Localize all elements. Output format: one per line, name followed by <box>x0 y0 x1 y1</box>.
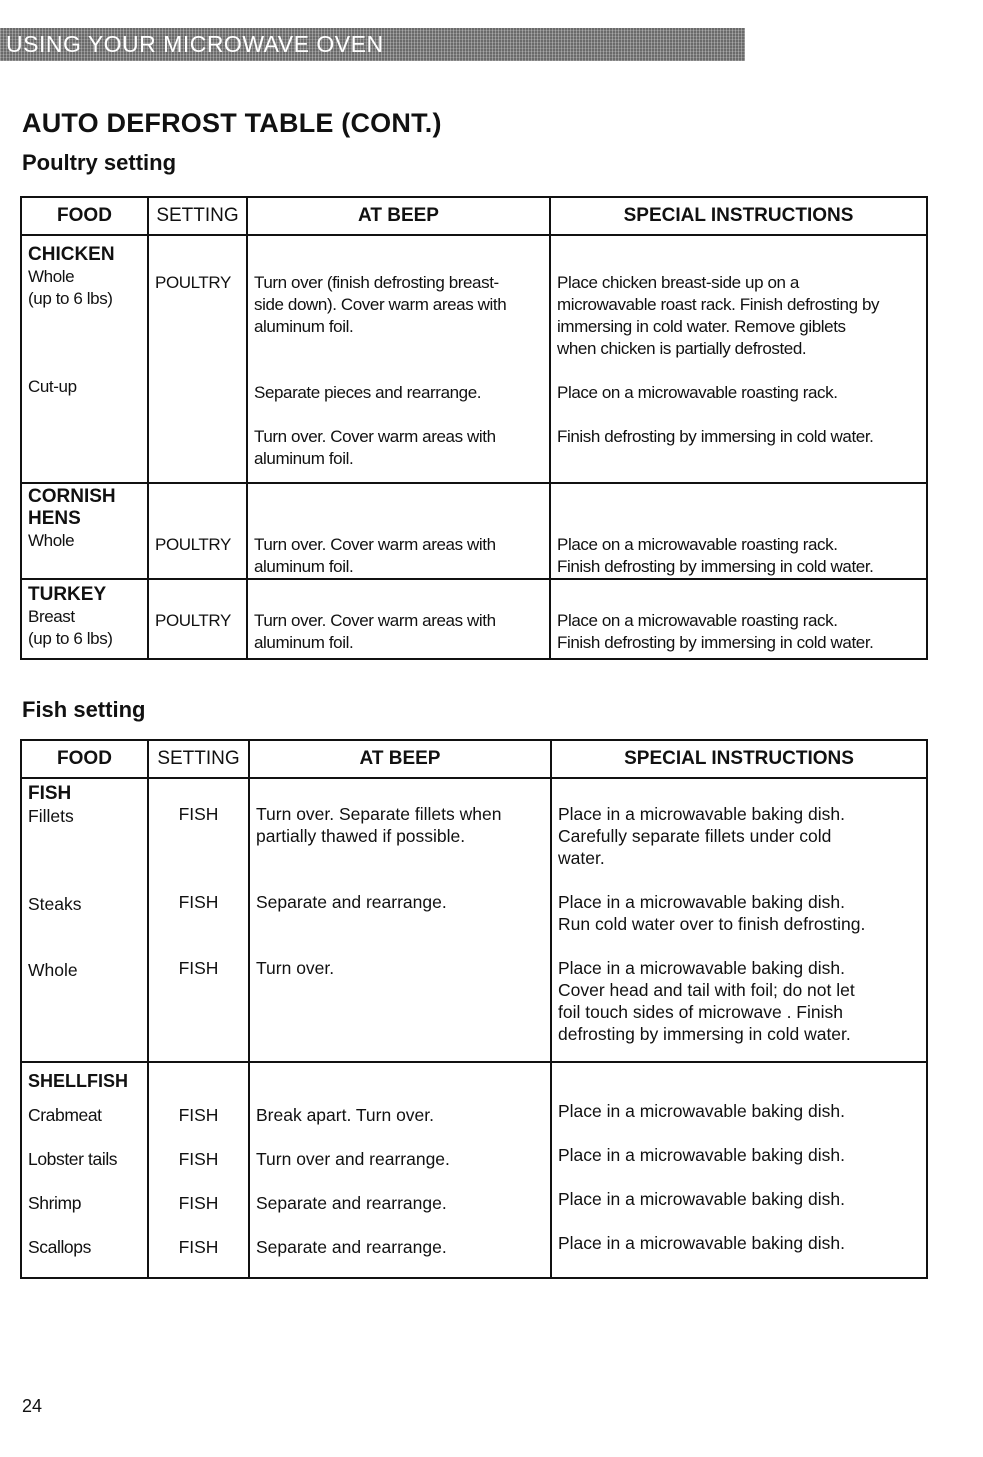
food-item: Whole <box>28 960 78 980</box>
setting-value: FISH <box>178 958 219 978</box>
food-item: Steaks <box>28 894 82 914</box>
instruction-line: foil touch sides of microwave . Finish <box>558 1002 843 1022</box>
beep-line: Turn over. Cover warm areas with <box>254 427 496 446</box>
poultry-heading: Poultry setting <box>22 150 177 175</box>
header-food: FOOD <box>21 197 148 235</box>
food-item: Whole <box>28 267 75 286</box>
setting-value: POULTRY <box>155 611 231 630</box>
food-item-note: (up to 6 lbs) <box>28 289 113 308</box>
setting-value: FISH <box>178 1149 219 1169</box>
food-item: Fillets <box>28 806 74 826</box>
at-beep-cell <box>249 778 551 1062</box>
food-item: Scallops <box>28 1237 91 1257</box>
setting-value: FISH <box>178 804 219 824</box>
instruction-line: Carefully separate fillets under cold <box>558 826 832 846</box>
page-title: AUTO DEFROST TABLE (CONT.) <box>22 108 442 138</box>
at-beep-cell <box>249 1062 551 1278</box>
instruction-line: Place in a microwavable baking dish. <box>558 958 845 978</box>
instruction-line: Place on a microwavable roasting rack. <box>557 611 838 630</box>
table-row <box>21 778 927 1062</box>
setting-value: POULTRY <box>155 273 231 292</box>
instruction-line: Place in a microwavable baking dish. <box>558 1233 845 1253</box>
header-setting: SETTING <box>148 740 249 778</box>
instruction-line: water. <box>558 848 605 868</box>
instruction-line: immersing in cold water. Remove giblets <box>557 317 846 336</box>
beep-line: Turn over. <box>256 958 335 978</box>
beep-line: Separate pieces and rearrange. <box>254 383 482 402</box>
setting-cell <box>148 483 247 579</box>
instruction-line: Place on a microwavable roasting rack. <box>557 535 838 554</box>
beep-line: aluminum foil. <box>254 449 354 468</box>
beep-line: Break apart. Turn over. <box>256 1105 435 1125</box>
setting-value: FISH <box>178 892 219 912</box>
at-beep-cell <box>247 579 550 659</box>
instruction-line: Place in a microwavable baking dish. <box>558 1101 845 1121</box>
food-cell <box>21 235 148 483</box>
setting-value: FISH <box>178 1237 219 1257</box>
food-item: Cut-up <box>28 377 77 396</box>
beep-line: Turn over. Separate fillets when <box>256 804 502 824</box>
setting-cell <box>148 1062 249 1278</box>
instruction-line: Cover head and tail with foil; do not let <box>558 980 855 1000</box>
food-item: Whole <box>28 531 75 550</box>
instructions-cell <box>551 1062 927 1278</box>
table-header-row <box>21 197 927 235</box>
instructions-cell <box>550 579 927 659</box>
instruction-line: Place chicken breast-side up on a <box>557 273 799 292</box>
food-item: Crabmeat <box>28 1105 102 1125</box>
category-label: CHICKEN <box>28 244 115 265</box>
table-row <box>21 235 927 483</box>
category-label: HENS <box>28 508 81 529</box>
beep-line: Separate and rearrange. <box>256 1237 447 1257</box>
beep-line: Separate and rearrange. <box>256 1193 447 1213</box>
at-beep-cell <box>247 483 550 579</box>
instruction-line: when chicken is partially defrosted. <box>557 339 807 358</box>
header-food: FOOD <box>21 740 148 778</box>
header-at-beep: AT BEEP <box>247 197 550 235</box>
beep-line: partially thawed if possible. <box>256 826 466 846</box>
instruction-line: microwavable roast rack. Finish defrosting by <box>557 295 880 314</box>
food-cell <box>21 1062 148 1278</box>
instruction-line: Place in a microwavable baking dish. <box>558 892 845 912</box>
category-label: SHELLFISH <box>28 1071 129 1091</box>
food-item: Shrimp <box>28 1193 82 1213</box>
food-cell <box>21 579 148 659</box>
food-cell <box>21 483 148 579</box>
instruction-line: Finish defrosting by immersing in cold water. <box>557 557 874 576</box>
header-special-instructions: SPECIAL INSTRUCTIONS <box>550 197 927 235</box>
beep-line: Separate and rearrange. <box>256 892 447 912</box>
beep-line: aluminum foil. <box>254 557 354 576</box>
setting-value: POULTRY <box>155 535 231 554</box>
category-label: FISH <box>28 783 72 804</box>
fish-table <box>20 739 928 1279</box>
table-row <box>21 1062 927 1278</box>
beep-line: aluminum foil. <box>254 633 354 652</box>
instruction-line: defrosting by immersing in cold water. <box>558 1024 851 1044</box>
setting-value: FISH <box>178 1105 219 1125</box>
food-item: Lobster tails <box>28 1149 118 1169</box>
instruction-line: Finish defrosting by immersing in cold water. <box>557 633 874 652</box>
food-item-note: (up to 6 lbs) <box>28 629 113 648</box>
setting-cell <box>148 235 247 483</box>
table-row <box>21 579 927 659</box>
section-banner: USING YOUR MICROWAVE OVEN <box>0 28 745 61</box>
at-beep-cell <box>247 235 550 483</box>
beep-line: side down). Cover warm areas with <box>254 295 507 314</box>
instruction-line: Finish defrosting by immersing in cold water. <box>557 427 874 446</box>
poultry-table <box>20 196 928 660</box>
beep-line: Turn over. Cover warm areas with <box>254 535 496 554</box>
instructions-cell <box>550 235 927 483</box>
beep-line: Turn over (finish defrosting breast- <box>254 273 499 292</box>
instructions-cell <box>551 778 927 1062</box>
category-label: TURKEY <box>28 584 107 605</box>
header-special-instructions: SPECIAL INSTRUCTIONS <box>551 740 927 778</box>
table-row <box>21 483 927 579</box>
instructions-cell <box>550 483 927 579</box>
category-label: CORNISH <box>28 486 116 507</box>
food-cell <box>21 778 148 1062</box>
beep-line: aluminum foil. <box>254 317 354 336</box>
instruction-line: Place in a microwavable baking dish. <box>558 1145 845 1165</box>
header-at-beep: AT BEEP <box>249 740 551 778</box>
fish-heading: Fish setting <box>22 697 146 722</box>
beep-line: Turn over and rearrange. <box>256 1149 450 1169</box>
beep-line: Turn over. Cover warm areas with <box>254 611 496 630</box>
page-number: 24 <box>22 1396 43 1416</box>
setting-cell <box>148 778 249 1062</box>
instruction-line: Place in a microwavable baking dish. <box>558 1189 845 1209</box>
food-item: Breast <box>28 607 75 626</box>
instruction-line: Run cold water over to finish defrosting. <box>558 914 866 934</box>
header-setting: SETTING <box>148 197 247 235</box>
setting-value: FISH <box>178 1193 219 1213</box>
table-header-row <box>21 740 927 778</box>
setting-cell <box>148 579 247 659</box>
instruction-line: Place in a microwavable baking dish. <box>558 804 845 824</box>
instruction-line: Place on a microwavable roasting rack. <box>557 383 838 402</box>
